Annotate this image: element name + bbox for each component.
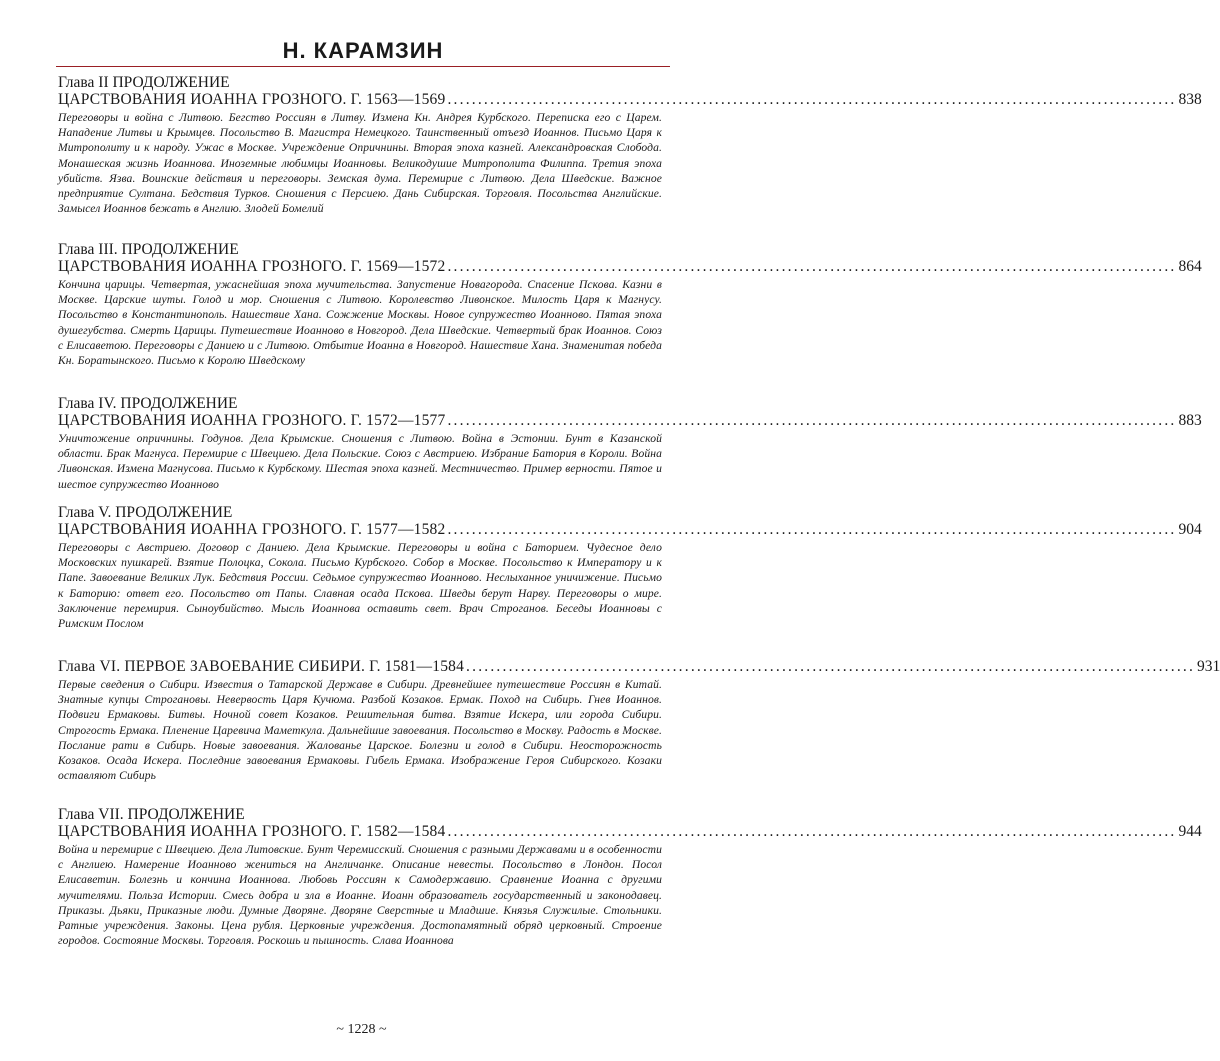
chapter-label: Глава V. ПРОДОЛЖЕНИЕ <box>58 504 233 521</box>
leader-dots: ........................................................................................................................ <box>447 823 1177 840</box>
leader-dots: ........................................................................................................................ <box>447 521 1177 538</box>
header-divider <box>56 66 670 67</box>
chapter-title-row <box>58 412 1202 430</box>
chapter-label: Глава III. ПРОДОЛЖЕНИЕ <box>58 241 239 258</box>
chapter-title-row <box>58 258 1202 276</box>
toc-entry-chapter-2[interactable] <box>58 74 1202 216</box>
chapter-page-number: 864 <box>1178 258 1202 275</box>
chapter-summary: Война и перемирие с Швециею. Дела Литовские. Бунт Черемисский. Сношения с разными Державами и в особенности с Англиею. Намерение Иоанново жениться на Англичанке. Описание невесты. Посольство в Лондон. Посол Елисаветин. Болезнь и кончина Иоаннова. Любовь Россиян к Самодержавию. Сравнение Иоанна с другими мучителями. Польза Истории. Смесь добра и зла в Иоанне. Иоанн образователь государственный и законодавец. Приказы. Дьяки, Приказные люди. Думные Дворяне. Дворяне Сверстные и Младшие. Князья Служилые. Стольники. Ратные учреждения. Законы. Цена рубля. Церковные учреждения. Достопамятный обряд церковный. Строение городов. Состояние Москвы. Торговля. Роскошь и пышность. Слава Иоаннова <box>58 843 662 948</box>
leader-dots: ........................................................................................................................ <box>447 258 1177 275</box>
chapter-title-row <box>58 521 1202 539</box>
leader-dots: ........................................................................................................................ <box>466 658 1196 675</box>
chapter-title: Глава VI. ПЕРВОЕ ЗАВОЕВАНИЕ СИБИРИ. Г. 1581—1584 <box>58 658 465 675</box>
leader-dots: ........................................................................................................................ <box>447 91 1177 108</box>
chapter-label: Глава VII. ПРОДОЛЖЕНИЕ <box>58 806 245 823</box>
toc-entry-chapter-7[interactable] <box>58 806 1202 948</box>
chapter-page-number: 904 <box>1178 521 1202 538</box>
chapter-page-number: 838 <box>1178 91 1202 108</box>
chapter-title-row <box>58 658 1220 676</box>
page-number-footer: ~ 1228 ~ <box>336 1022 387 1037</box>
chapter-summary: Переговоры и война с Литвою. Бегство Россиян в Литву. Измена Кн. Андрея Курбского. Переписка его с Царем. Нападение Литвы и Крымцев. Посольство В. Магистра Немецкого. Таинственный отъезд Иоаннов. Письмо Царя к Митрополиту и к народу. Ужас в Москве. Учреждение Опричнины. Вторая эпоха казней. Александровская Слобода. Монашеская жизнь Иоаннова. Иноземные любимцы Иоанновы. Великодушие Митрополита Филиппа. Третия эпоха убийств. Язва. Воинские действия и переговоры. Земская дума. Перемирие с Литвою. Дела Шведские. Важное предприятие Султана. Бедствия Турков. Сношения с Персиею. Дань Сибирская. Торговля. Посольства Английские. Замысел Иоаннов бежать в Англию. Злодей Бомелий <box>58 111 662 216</box>
chapter-label: Глава IV. ПРОДОЛЖЕНИЕ <box>58 395 238 412</box>
leader-dots: ........................................................................................................................ <box>447 412 1177 429</box>
chapter-title-row <box>58 823 1202 841</box>
toc-entry-chapter-5[interactable] <box>58 504 1202 631</box>
chapter-summary: Первые сведения о Сибири. Известия о Татарской Державе в Сибири. Древнейшее путешествие Россиян в Китай. Знатные купцы Строгановы. Невервость Царя Кучюма. Разбой Козаков. Ермак. Поход на Сибирь. Гнев Иоаннов. Подвиги Ермаковы. Битвы. Ночной совет Козаков. Решительная битва. Взятие Искера, или города Сибири. Строгость Ермака. Пленение Царевича Маметкула. Дальнейшие завоевания. Посольство в Москву. Радость в Москве. Послание рати в Сибирь. Новые завоевания. Жалованье Царское. Болезни и голод в Сибири. Неосторожность Козаков. Осада Искера. Последние завоевания Ермаковы. Гибель Ермака. Изображение Героя Сибирского. Козаки оставляют Сибирь <box>58 678 662 783</box>
chapter-title-row <box>58 91 1202 109</box>
chapter-summary: Кончина царицы. Четвертая, ужаснейшая эпоха мучительства. Запустение Новагорода. Спасение Пскова. Казни в Москве. Царские шуты. Голод и мор. Сношения с Литвою. Королевство Ливонское. Милость Царя к Магнусу. Посольство в Константинополь. Нашествие Хана. Сожжение Москвы. Новое супружество Иоанново. Пятая эпоха душегубства. Смерть Царицы. Путешествие Иоанново в Новгород. Дела Шведские. Четвертый брак Иоаннов. Союз с Елисаветою. Переговоры с Даниею и с Литвою. Отбытие Иоанна в Новгород. Нашествие Хана. Знаменитая победа Кн. Боратынского. Письмо к Королю Шведскому <box>58 278 662 368</box>
toc-entry-chapter-3[interactable] <box>58 241 1202 368</box>
chapter-title: ЦАРСТВОВАНИЯ ИОАННА ГРОЗНОГО. Г. 1582—1584 <box>58 823 446 840</box>
chapter-label: Глава II ПРОДОЛЖЕНИЕ <box>58 74 230 91</box>
chapter-page-number: 944 <box>1178 823 1202 840</box>
toc-entry-chapter-6[interactable] <box>58 658 1220 783</box>
toc-entry-chapter-4[interactable] <box>58 395 1202 492</box>
page-header-title: Н. КАРАМЗИН <box>282 38 444 63</box>
chapter-page-number: 883 <box>1178 412 1202 429</box>
chapter-summary: Уничтожение опричнины. Годунов. Дела Крымские. Сношения с Литвою. Война в Эстонии. Бунт в Казанской области. Брак Магнуса. Перемирие с Швециею. Дела Польские. Союз с Австриею. Избрание Батория в Короли. Война Ливонская. Измена Магнусова. Письмо к Курбскому. Шестая эпоха казней. Местничество. Пример верности. Пятое и шестое супружество Иоанново <box>58 432 662 491</box>
chapter-page-number: 931 <box>1197 658 1220 675</box>
chapter-title: ЦАРСТВОВАНИЯ ИОАННА ГРОЗНОГО. Г. 1563—1569 <box>58 91 446 108</box>
chapter-summary: Переговоры с Австриею. Договор с Даниею. Дела Крымские. Переговоры и война с Баторием. Чудесное дело Московских пушкарей. Взятие Полоцка, Сокола. Письмо Курбского. Собор в Москве. Посольство к Императору и к Папе. Завоевание Великих Лук. Бедствия России. Седьмое супружество Иоанново. Неслыханное уничижение. Письмо к Баторию: ответ его. Посольство от Папы. Славная осада Пскова. Шведы берут Нарву. Переговоры о мире. Заключение перемирия. Сыноубийство. Мысль Иоаннова оставить свет. Врач Строганов. Беседы Иоанновы с Римским Послом <box>58 541 662 631</box>
chapter-title: ЦАРСТВОВАНИЯ ИОАННА ГРОЗНОГО. Г. 1572—1577 <box>58 412 446 429</box>
chapter-title: ЦАРСТВОВАНИЯ ИОАННА ГРОЗНОГО. Г. 1569—1572 <box>58 258 446 275</box>
chapter-title: ЦАРСТВОВАНИЯ ИОАННА ГРОЗНОГО. Г. 1577—1582 <box>58 521 446 538</box>
